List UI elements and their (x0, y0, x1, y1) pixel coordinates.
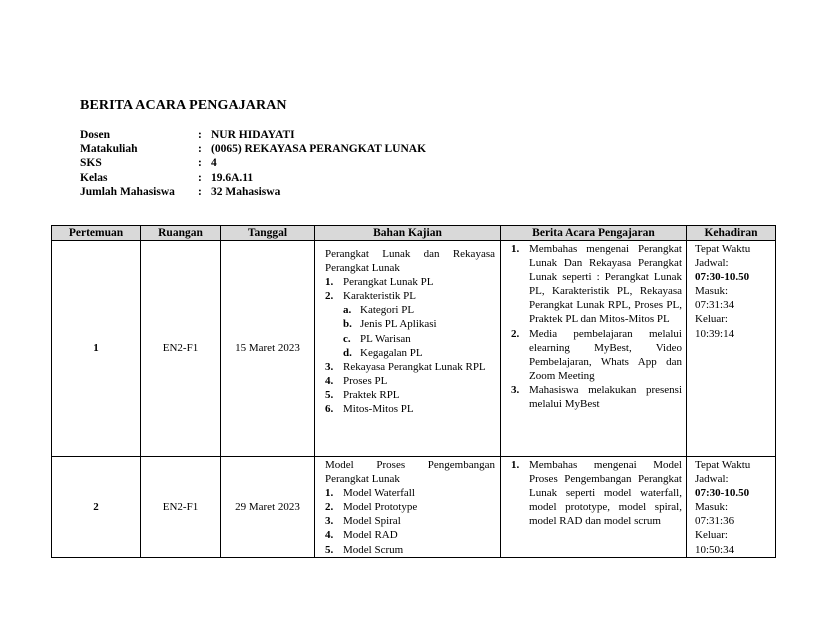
bahan-title-cont: Perangkat Lunak (325, 473, 400, 486)
info-label: SKS (80, 157, 102, 170)
info-colon: : (198, 185, 202, 198)
list-item: 2. Karakteristik PL a. Kategori PL b. Jenis PL Aplikasi c. PL Warisan d. Kegagalan PL (325, 289, 495, 359)
cell-ruangan: EN2-F1 (141, 457, 221, 558)
kehadiran-keluar: 10:50:34 (695, 543, 735, 556)
cell-bahan-kajian (315, 457, 501, 558)
info-row-matakuliah (80, 142, 426, 156)
list-item: 2. Media pembelajaran melalui elearning MyBest, Video Pembelajaran, Whats App dan Zoom Meeting (511, 327, 682, 382)
bahan-sublist (325, 303, 495, 359)
info-label: Dosen (80, 129, 111, 141)
kehadiran-keluar-label: Keluar: (695, 529, 728, 542)
table-row (52, 457, 776, 558)
kehadiran-jadwal: 07:30-10.50 (695, 271, 750, 284)
list-item: 1. Membahas mengenai Perangkat Lunak Dan Rekayasa Perangkat Lunak seperti : Perangkat Lunak PL, Karakteristik PL, Rekayasa Perangkat Lunak RPL, Proses PL, Praktek PL dan Mitos-Mitos PL (511, 243, 682, 326)
header-berita-acara: Berita Acara Pengajaran (501, 226, 687, 241)
list-item: 3. Rekayasa Perangkat Lunak RPL (325, 360, 486, 373)
info-value: 19.6A.11 (211, 171, 254, 184)
cell-berita-acara (501, 241, 687, 457)
list-item: 1. Membahas mengenai Model Proses Pengembangan Perangkat Lunak seperti model waterfall, model prototype, model spiral, model RAD dan model scrum (511, 459, 682, 528)
header-pertemuan: Pertemuan (52, 226, 141, 241)
list-item: 3. Model Spiral (325, 515, 401, 528)
bahan-title: Perangkat Lunak dan Rekayasa (325, 248, 495, 260)
list-item: 1. Perangkat Lunak PL (325, 276, 434, 289)
bahan-title: Model Proses Pengembangan (325, 459, 495, 471)
kehadiran-label: Tepat Waktu Jadwal: (695, 243, 751, 270)
kehadiran-label: Tepat Waktu Jadwal: (695, 459, 751, 486)
berita-list (511, 458, 682, 528)
bahan-list (325, 486, 495, 556)
kehadiran-keluar-label: Keluar: (695, 313, 728, 326)
cell-berita-acara (501, 457, 687, 558)
header-tanggal: Tanggal (221, 226, 315, 241)
info-value: 4 (211, 157, 217, 170)
berita-list (511, 242, 682, 411)
kehadiran-masuk: 07:31:36 (695, 515, 735, 528)
cell-bahan-kajian (315, 241, 501, 457)
info-value: 32 Mahasiswa (211, 185, 281, 198)
info-label: Matakuliah (80, 143, 138, 156)
list-item: 1. Model Waterfall (325, 487, 415, 500)
list-item: 5. Model Scrum (325, 543, 404, 556)
info-value: NUR HIDAYATI (211, 129, 295, 141)
list-item: 4. Proses PL (325, 374, 388, 387)
kehadiran-masuk-label: Masuk: (695, 501, 728, 514)
kehadiran-masuk-label: Masuk: (695, 285, 728, 298)
cell-pertemuan: 1 (52, 241, 141, 457)
attendance-table (51, 225, 776, 558)
table-row (52, 241, 776, 457)
info-label: Jumlah Mahasiswa (80, 185, 175, 198)
info-colon: : (198, 143, 202, 156)
cell-pertemuan: 2 (52, 457, 141, 558)
course-info (80, 128, 426, 199)
info-row-jumlah-mahasiswa (80, 185, 426, 199)
bahan-title-cont: Perangkat Lunak (325, 262, 400, 275)
header-kehadiran: Kehadiran (687, 226, 776, 241)
list-item: 3. Mahasiswa melakukan presensi melalui MyBest (511, 383, 682, 411)
header-bahan-kajian: Bahan Kajian (315, 226, 501, 241)
list-item: 5. Praktek RPL (325, 388, 400, 401)
info-colon: : (198, 129, 202, 141)
list-item: 6. Mitos-Mitos PL (325, 403, 414, 416)
cell-kehadiran (687, 241, 776, 457)
list-item: b. Jenis PL Aplikasi (343, 318, 437, 331)
kehadiran-keluar: 10:39:14 (695, 327, 735, 340)
list-item: d. Kegagalan PL (343, 346, 423, 359)
kehadiran-masuk: 07:31:34 (695, 299, 735, 312)
list-item: c. PL Warisan (343, 332, 411, 345)
info-colon: : (198, 171, 202, 184)
header-ruangan: Ruangan (141, 226, 221, 241)
info-row-sks (80, 156, 426, 170)
info-row-dosen (80, 128, 426, 142)
list-item: a. Kategori PL (343, 304, 415, 317)
cell-tanggal: 29 Maret 2023 (221, 457, 315, 558)
table-header-row (52, 226, 776, 241)
list-item: 4. Model RAD (325, 529, 398, 542)
info-colon: : (198, 157, 202, 170)
cell-ruangan: EN2-F1 (141, 241, 221, 457)
info-row-kelas (80, 171, 426, 185)
info-label: Kelas (80, 171, 108, 184)
bahan-list (325, 275, 495, 416)
cell-kehadiran (687, 457, 776, 558)
info-value: (0065) REKAYASA PERANGKAT LUNAK (211, 143, 427, 156)
kehadiran-jadwal: 07:30-10.50 (695, 487, 750, 500)
list-item: 2. Model Prototype (325, 501, 418, 514)
page-title: BERITA ACARA PENGAJARAN (80, 98, 287, 113)
cell-tanggal: 15 Maret 2023 (221, 241, 315, 457)
